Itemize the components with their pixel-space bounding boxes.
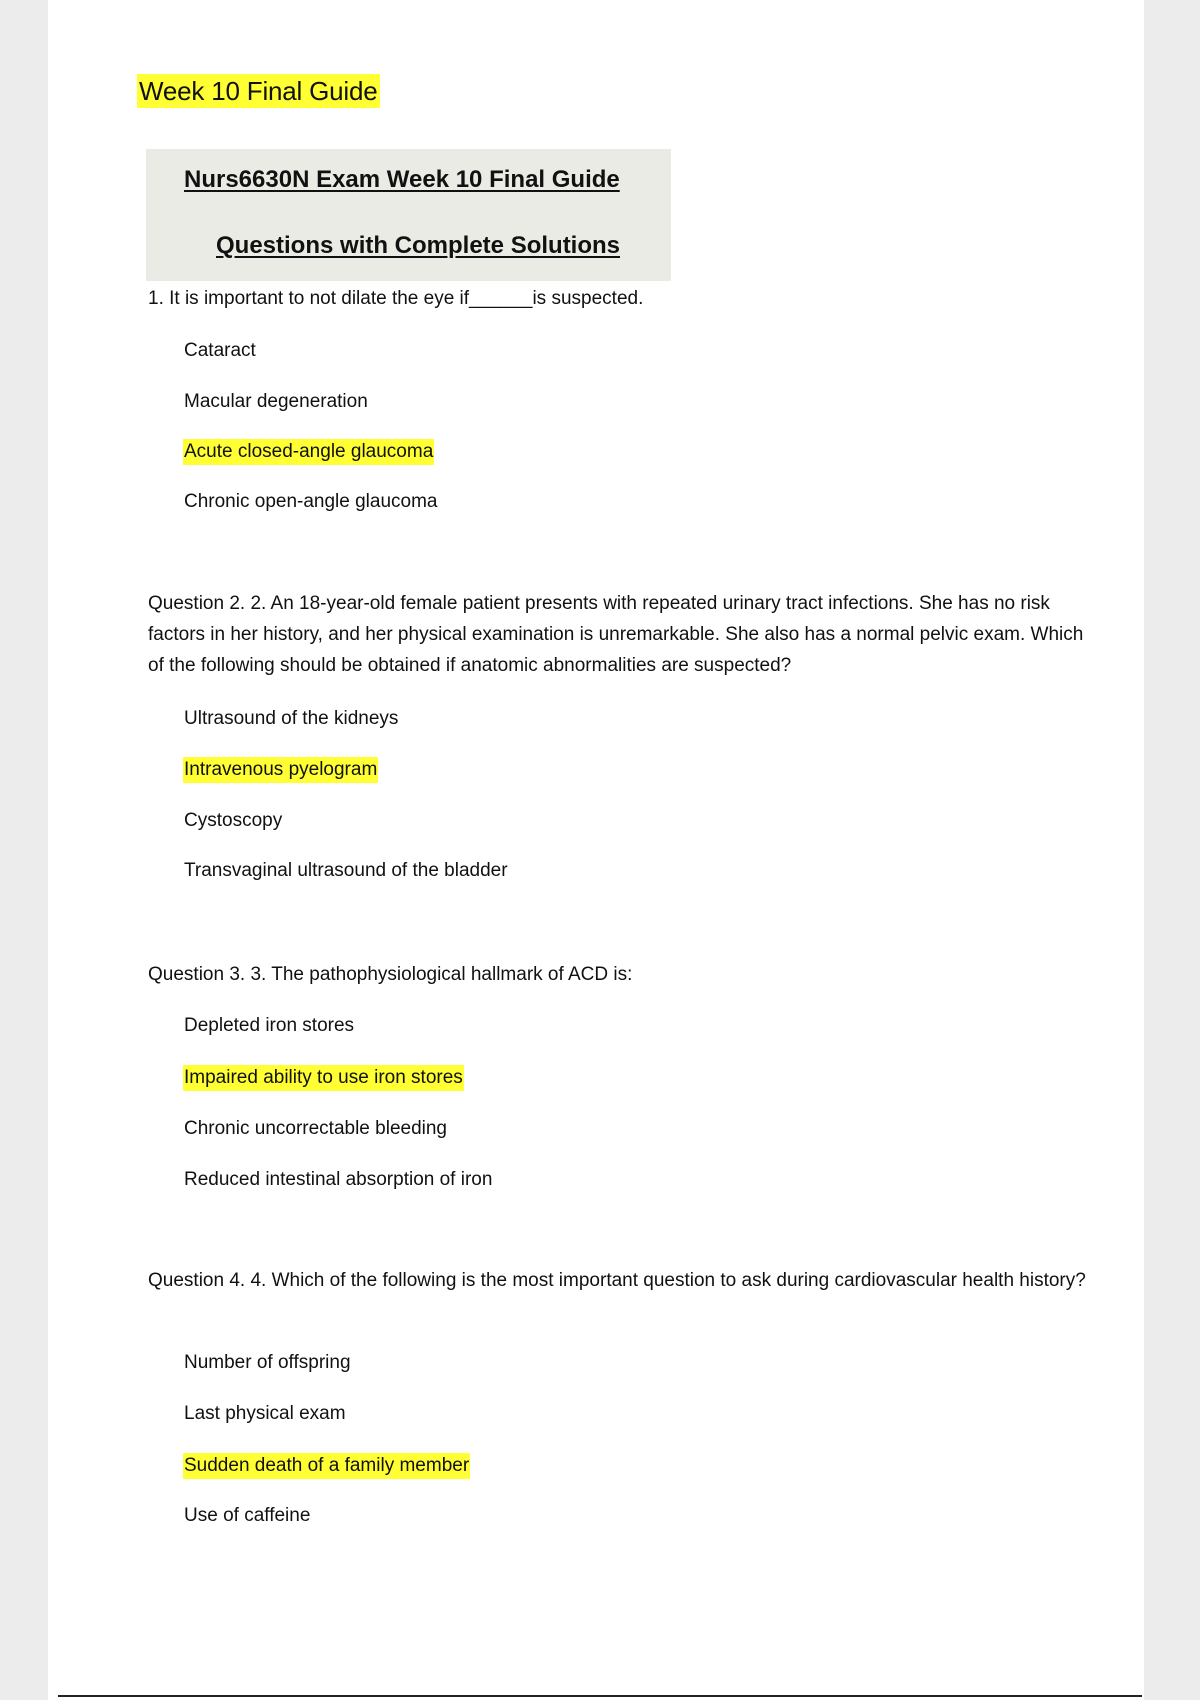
question-4-option-1: Number of offspring: [184, 1352, 351, 1373]
question-4-option-4: Use of caffeine: [184, 1505, 311, 1526]
question-3-text: Question 3. 3. The pathophysiological hallmark of ACD is:: [148, 964, 633, 985]
question-1-text: 1. It is important to not dilate the eye if______is suspected.: [148, 288, 644, 309]
question-4-option-2: Last physical exam: [184, 1403, 346, 1424]
highlighted-page-title: Week 10 Final Guide: [139, 76, 378, 106]
question-4-text: Question 4. 4. Which of the following is the most important question to ask during cardiovascular health history?: [148, 1270, 1086, 1291]
exam-title: Nurs6630N Exam Week 10 Final Guide: [184, 166, 620, 193]
question-1-option-1: Cataract: [184, 340, 256, 361]
question-2-option-3: Cystoscopy: [184, 810, 283, 831]
page-bottom-divider: [58, 1695, 1142, 1697]
exam-subtitle: Questions with Complete Solutions: [216, 232, 621, 259]
question-1-option-2: Macular degeneration: [184, 391, 368, 412]
question-3-option-2-correct: Impaired ability to use iron stores: [183, 1065, 464, 1091]
question-4-option-3-correct: Sudden death of a family member: [183, 1453, 470, 1479]
question-1-option-3-correct: Acute closed-angle glaucoma: [183, 439, 434, 465]
question-3-option-1: Depleted iron stores: [184, 1015, 355, 1036]
question-2-text: Question 2. 2. An 18-year-old female patient presents with repeated urinary tract infections. She has no risk factors in her history, and her physical examination is unremarkable. She also has a normal pelvic exam. Which of the following should be obtained if anatomic abnormalities are suspected?: [148, 593, 1084, 676]
question-3-option-3: Chronic uncorrectable bleeding: [184, 1118, 447, 1139]
question-2-option-2-correct: Intravenous pyelogram: [183, 757, 378, 783]
question-1-option-4: Chronic open-angle glaucoma: [184, 491, 438, 512]
question-2-option-4: Transvaginal ultrasound of the bladder: [184, 860, 508, 881]
exam-title-box: [146, 149, 671, 281]
question-2-option-1: Ultrasound of the kidneys: [184, 708, 399, 729]
question-3-option-4: Reduced intestinal absorption of iron: [184, 1169, 493, 1190]
